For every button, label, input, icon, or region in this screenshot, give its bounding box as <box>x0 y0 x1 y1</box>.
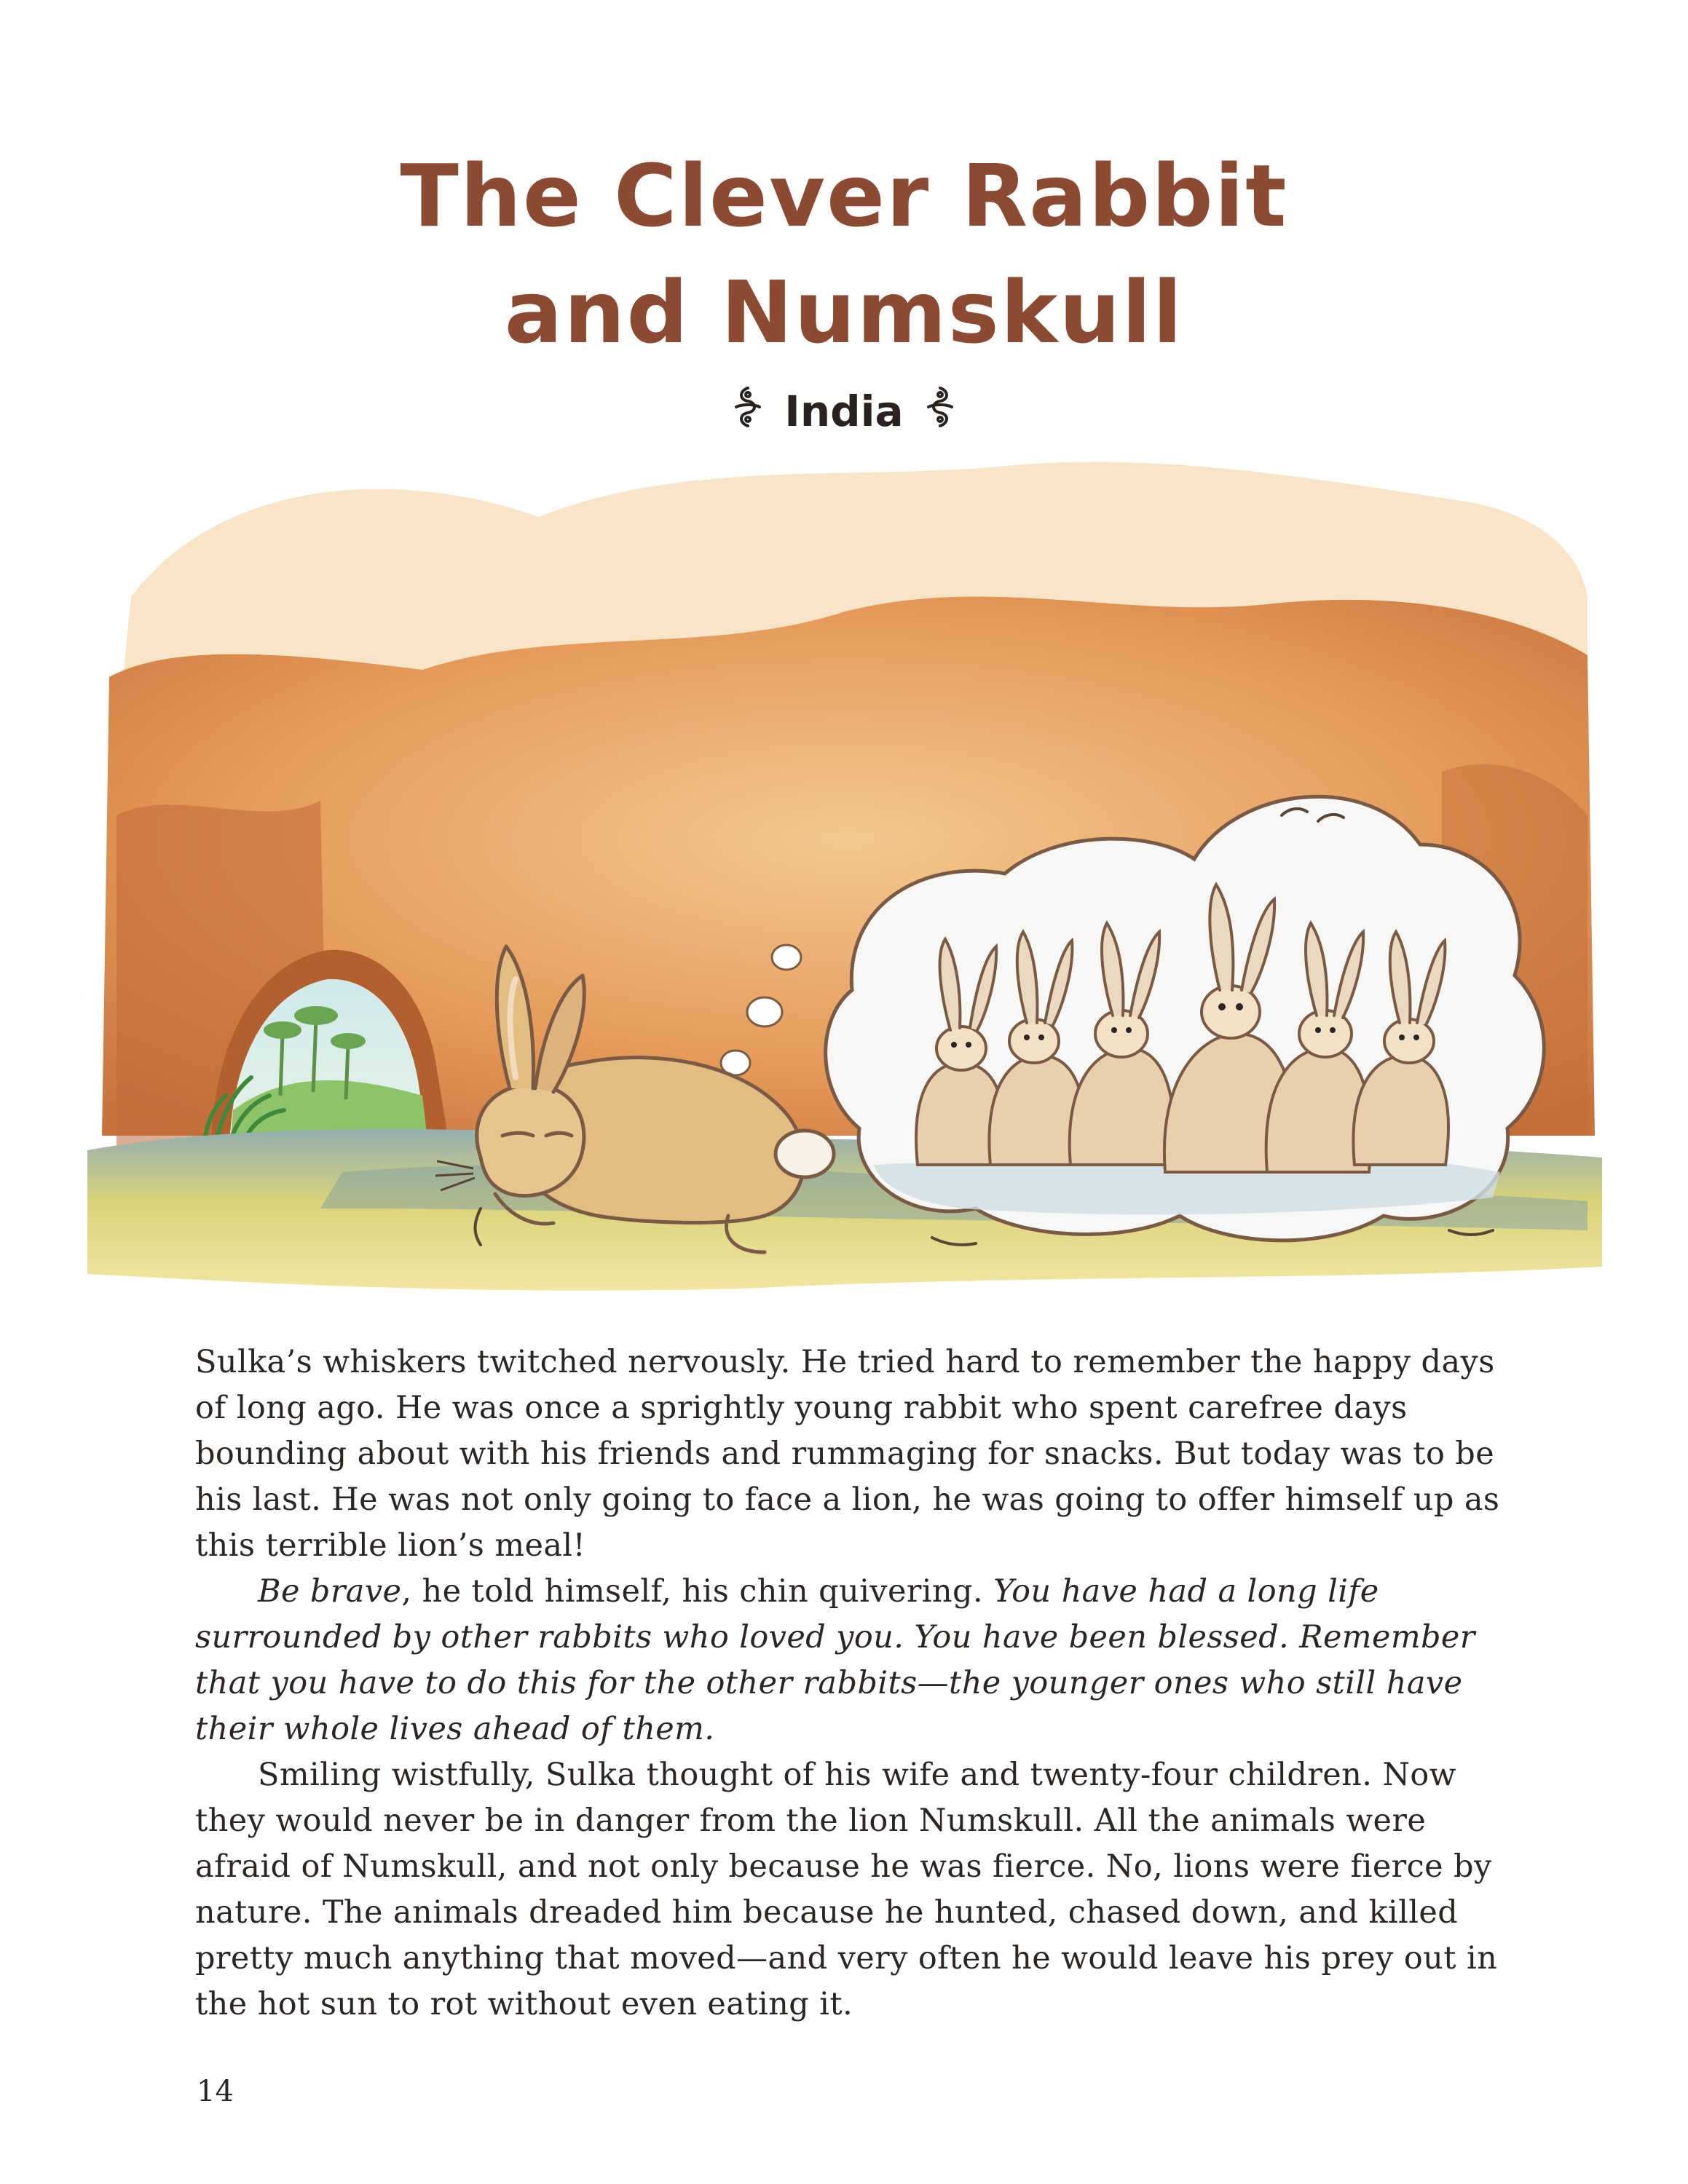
story-paragraph-2-italic-b: You have had a long life surrounded by other rabbits who loved you. You have been blessed. Remember that you have to do this for the other rabbits—the younger ones who still have their whole lives ahead of them. <box>195 1573 1475 1747</box>
story-title-line-2: and Numskull <box>504 262 1184 363</box>
story-body <box>195 1340 1506 2027</box>
region-heading <box>0 382 1688 443</box>
story-paragraph-3: Smiling wistfully, Sulka thought of his wife and twenty-four children. Now they would never be in danger from the lion Numskull. All the animals were afraid of Numskull, and not only because he was fierce. No, lions were fierce by nature. The animals dreaded him because he hunted, chased down, and killed pretty much anything that moved—and very often he would leave his prey out in the hot sun to rot without even eating it. <box>195 1757 1498 2022</box>
story-paragraph-2 <box>195 1569 1506 1752</box>
page-number: 14 <box>197 2075 234 2108</box>
story-title-line-1: The Clever Rabbit <box>400 146 1288 246</box>
region-label: India <box>784 387 904 436</box>
ornament-right-icon <box>924 385 956 443</box>
story-paragraph-2-plain: , he told himself, his chin quivering. <box>401 1573 994 1610</box>
story-illustration <box>87 437 1602 1310</box>
story-paragraph-2-italic-a: Be brave <box>258 1573 402 1610</box>
story-paragraph-1: Sulka’s whiskers twitched nervously. He tried hard to remember the happy days of long ago. He was once a sprightly young rabbit who spent carefree days bounding about with his friends and rummaging for snacks. But today was to be his last. He was not only going to face a lion, he was going to offer himself up as this terrible lion’s meal! <box>195 1344 1500 1564</box>
watercolor-cave-scene <box>87 437 1602 1310</box>
ornament-left-icon <box>732 385 764 443</box>
